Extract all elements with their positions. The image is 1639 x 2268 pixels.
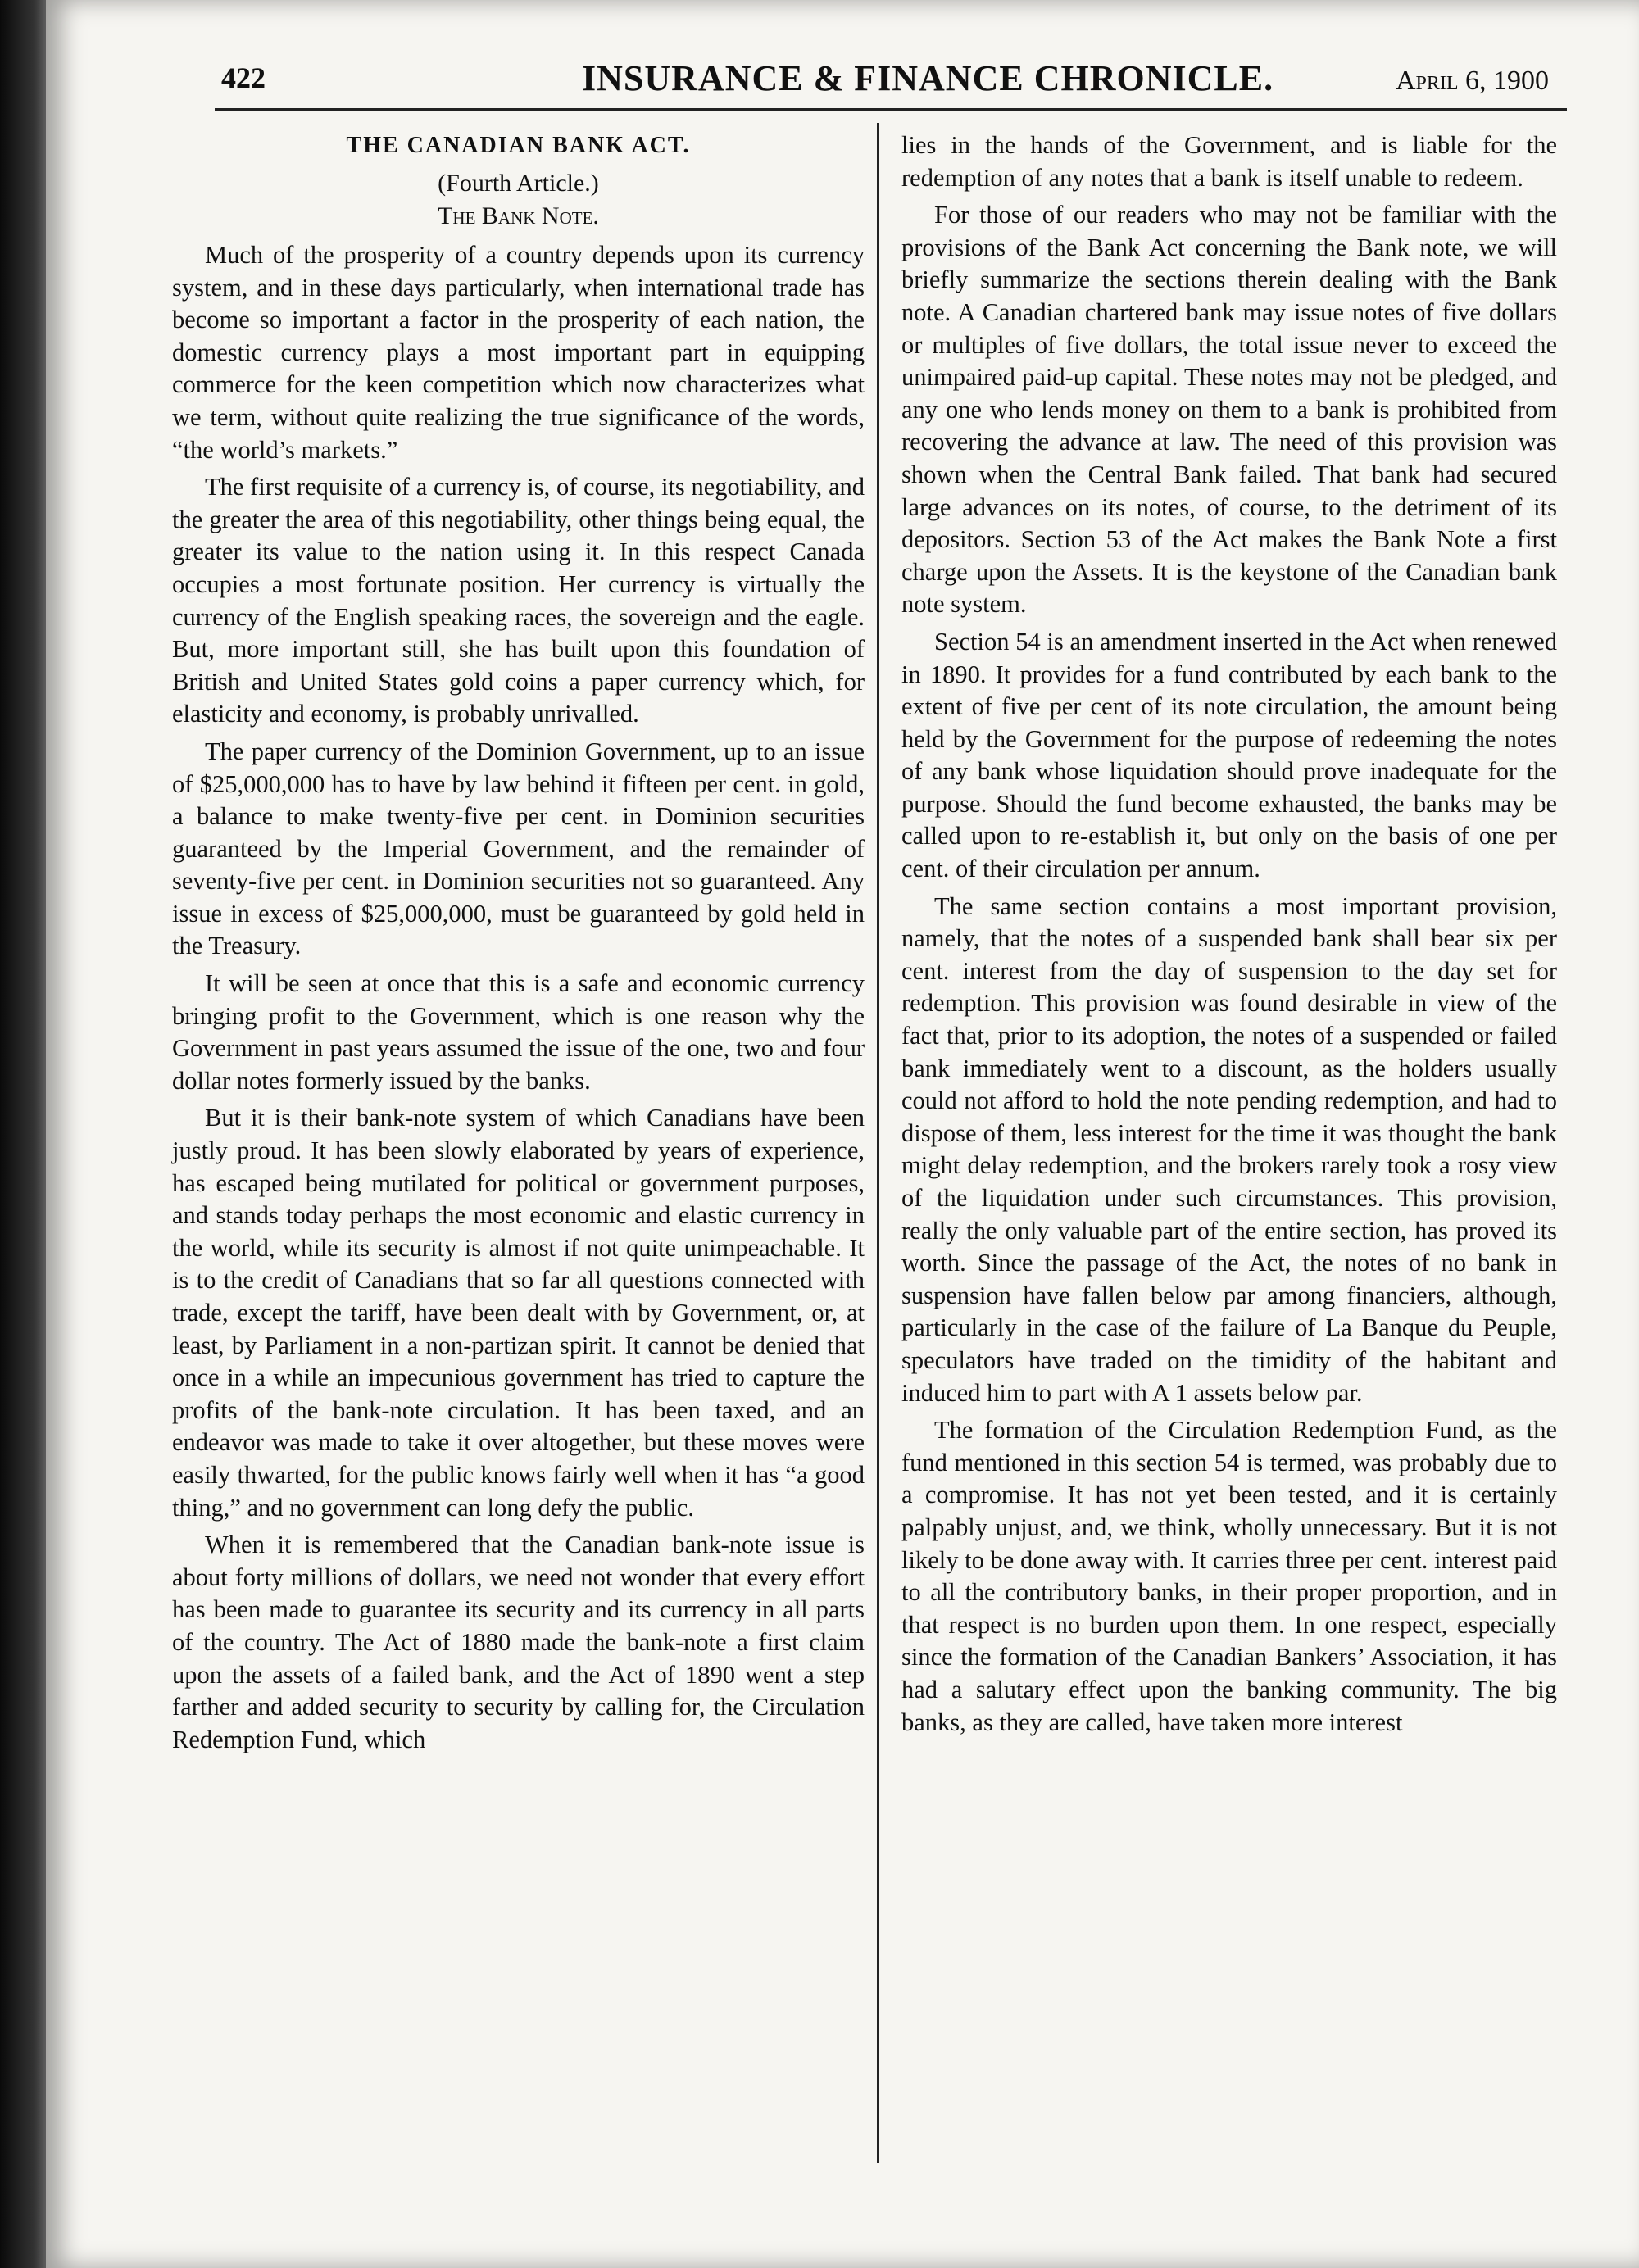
header-rule (215, 108, 1567, 116)
right-column (901, 129, 1557, 1739)
paragraph: The formation of the Circulation Redemption Fund, as the fund mentioned in this section 54 is termed, was probably due to a compromise. It has not yet been tested, and it is certainly palpably unjust, and, we think, wholly unnecessary. But it is not likely to be done away with. It carries three per cent. interest paid to all the contributory banks, in their proper proportion, and in that respect is no burden upon them. In one respect, especially since the formation of the Canadian Bankers’ Association, it has had a salutary effect upon the banking community. The big banks, as they are called, have taken more interest (901, 1416, 1557, 1736)
paragraph: The first requisite of a currency is, of course, its negotiability, and the greater the area of this negotiability, other things being equal, the greater its value to the nation using it. In this respect Canada occupies a most fortunate position. Her currency is virtually the currency of the English speaking races, the sovereign and the eagle. But, more important still, she has built upon this foundation of British and United States gold coins a paper currency which, for elasticity and economy, is probably unrivalled. (172, 473, 865, 728)
paragraph: Section 54 is an amendment inserted in the Act when renewed in 1890. It provides for a fund contributed by each bank to the extent of five per cent of its note circulation, the amount being held by the Government for the purpose of redeeming the notes of any bank whose liquidation should prove inadequate for the purpose. Should the fund become exhausted, the banks may be called upon to re-establish it, but only on the basis of one per cent. of their circulation per annum. (901, 627, 1557, 883)
article-title: THE CANADIAN BANK ACT. (346, 133, 691, 158)
column-divider (877, 123, 879, 2163)
paragraph: The paper currency of the Dominion Government, up to an issue of $25,000,000 has to have by law behind it fifteen per cent. in gold, a balance to make twenty-five per cent. in Dominion securities guaranteed by the Imperial Government, and the remainder of seventy-five per cent. in Dominion securities not so guaranteed. Any issue in excess of $25,000,000, must be guaranteed by gold held in the Treasury. (172, 737, 865, 960)
paragraph: Much of the prosperity of a country depends upon its currency system, and in these days particularly, when international trade has become so important a factor in the prosperity of each nation, the domestic currency plays a most important part in equipping commerce for the keen competition which now characterizes what we term, without quite realizing the true significance of the words, “the world’s markets.” (172, 241, 865, 464)
paragraph: But it is their bank-note system of which Canadians have been justly proud. It has been slowly elaborated by years of experience, has escaped being mutilated for political or government purposes, and stands today perhaps the most economic and elastic currency in the world, while its security is almost if not quite unimpeachable. It is to the credit of Canadians that so far all questions connected with trade, except the tariff, have been dealt with by Government, or, at least, by Parliament in a non-partizan spirit. It cannot be denied that once in a while an impecunious government has tried to capture the profits of the bank-note circulation. It has been taxed, and an endeavor was made to take it over altogether, but these moves were easily thwarted, for the public knows fairly well when it has “a good thing,” and no government can long defy the public. (172, 1104, 865, 1522)
running-header (221, 57, 1549, 115)
article-subtitle: (Fourth Article.) (438, 170, 599, 197)
paragraph: The same section contains a most important provision, namely, that the notes of a suspended bank shall bear six per cent. interest from the day of suspension to the day set for redemption. This provision was found desirable in view of the fact that, prior to its adoption, the notes of a suspended or failed bank immediately went to a discount, as the holders usually could not afford to hold the note pending redemption, and had to dispose of them, less interest for the time it was thought the bank might delay redemption, and the brokers rarely took a rosy view of the liquidation under such circumstances. This provision, really the only valuable part of the entire section, has proved its worth. Since the passage of the Act, the notes of no bank in suspension have fallen below par among financiers, although, particularly in the case of the failure of La Banque du Peuple, speculators have traded on the timidity of the habitant and induced him to part with A 1 assets below par. (901, 891, 1557, 1407)
page-number: 422 (221, 61, 266, 94)
section-heading: The Bank Note. (438, 202, 599, 229)
journal-title: INSURANCE & FINANCE CHRONICLE. (582, 58, 1274, 98)
paragraph: When it is remembered that the Canadian bank-note issue is about forty millions of dollars, we need not wonder that every effort has been made to guarantee its security and its currency in all parts of the country. The Act of 1880 made the bank-note a first claim upon the assets of a failed bank, and the Act of 1890 went a step farther and added security to security by calling for, the Circulation Redemption Fund, which (172, 1531, 865, 1753)
issue-date: April 6, 1900 (1395, 66, 1549, 96)
left-column (172, 129, 865, 1756)
paragraph-continuation: lies in the hands of the Government, and is liable for the redemption of any notes that a bank is itself unable to redeem. (901, 131, 1557, 192)
paragraph: It will be seen at once that this is a safe and economic currency bringing profit to the Government, which is one reason why the Government in past years assumed the issue of the one, two and four dollar notes formerly issued by the banks. (172, 969, 865, 1095)
paragraph: For those of our readers who may not be familiar with the provisions of the Bank Act concerning the Bank note, we will briefly summarize the sections therein dealing with the Bank note. A Canadian chartered bank may issue notes of five dollars or multiples of five dollars, the total issue never to exceed the unimpaired paid-up capital. These notes may not be pledged, and any one who lends money on them to a bank is prohibited from recovering the advance at law. The need of this provision was shown when the Central Bank failed. That bank had secured large advances on its notes, of course, to the detriment of its depositors. Section 53 of the Act makes the Bank Note a first charge upon the Assets. It is the keystone of the Canadian bank note system. (901, 201, 1557, 619)
